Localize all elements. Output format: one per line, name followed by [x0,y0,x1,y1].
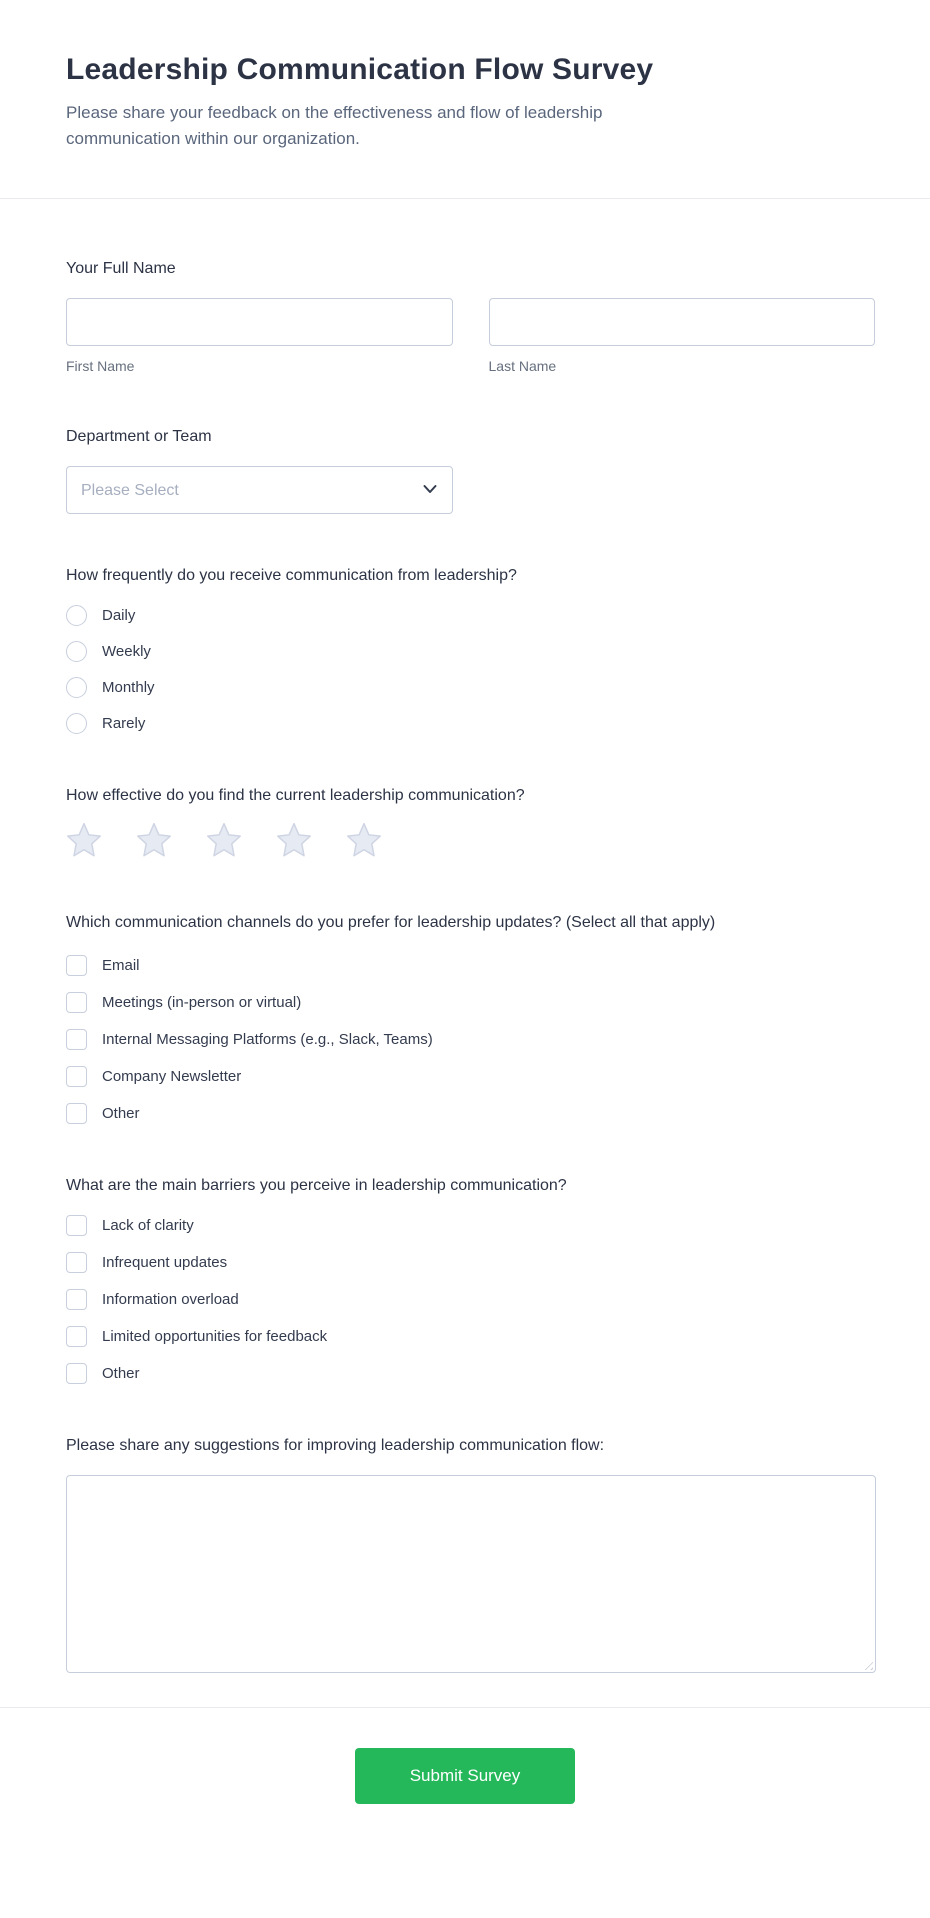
department-label: Department or Team [66,428,212,445]
question-effectiveness [66,786,875,859]
effectiveness-question: How effective do you find the current leadership communication? [66,787,525,804]
checkbox-option-lack-of-clarity[interactable]: Lack of clarity [66,1215,194,1236]
last-name-col [489,298,876,375]
checkbox-option-company-newsletter[interactable]: Company Newsletter [66,1066,241,1087]
frequency-question: How frequently do you receive communication from leadership? [66,567,517,584]
radio-button[interactable] [66,605,87,626]
star-rating [66,823,875,859]
star-icon-1[interactable] [66,823,102,859]
submit-button[interactable]: Submit Survey [355,1748,575,1804]
department-select[interactable] [66,466,453,514]
last-name-input[interactable] [489,298,876,346]
checkbox[interactable] [66,1289,87,1310]
checkbox-option-meetings[interactable]: Meetings (in-person or virtual) [66,992,301,1013]
radio-option-weekly[interactable]: Weekly [66,641,151,662]
question-channels [66,911,875,1124]
checkbox-option-channels-other[interactable]: Other [66,1103,140,1124]
checkbox[interactable] [66,1029,87,1050]
checkbox[interactable] [66,1215,87,1236]
checkbox-option-internal-messaging[interactable]: Internal Messaging Platforms (e.g., Slack, Teams) [66,1029,433,1050]
full-name-label: Your Full Name [66,260,176,277]
checkbox[interactable] [66,1363,87,1384]
suggestions-textarea[interactable] [66,1475,876,1673]
first-name-col [66,298,453,375]
question-frequency [66,566,875,734]
star-icon-2[interactable] [136,823,172,859]
radio-option-monthly[interactable]: Monthly [66,677,155,698]
name-row [66,298,875,375]
star-icon-4[interactable] [276,823,312,859]
form-header [0,0,930,199]
star-icon-5[interactable] [346,823,382,859]
barriers-options [66,1215,875,1384]
radio-button[interactable] [66,713,87,734]
page-title: Leadership Communication Flow Survey [66,53,654,86]
last-name-sublabel: Last Name [488,358,557,374]
frequency-options [66,605,875,734]
suggestions-textarea-wrap [66,1475,876,1673]
question-full-name [66,259,875,375]
department-select-wrap [66,466,453,514]
radio-option-daily[interactable]: Daily [66,605,135,626]
barriers-question: What are the main barriers you perceive in leadership communication? [66,1177,567,1194]
radio-button[interactable] [66,641,87,662]
checkbox[interactable] [66,955,87,976]
checkbox[interactable] [66,1103,87,1124]
checkbox-option-information-overload[interactable]: Information overload [66,1289,239,1310]
star-icon-3[interactable] [206,823,242,859]
checkbox[interactable] [66,1252,87,1273]
radio-option-rarely[interactable]: Rarely [66,713,145,734]
checkbox-option-infrequent-updates[interactable]: Infrequent updates [66,1252,227,1273]
radio-button[interactable] [66,677,87,698]
page-subtitle: Please share your feedback on the effectiveness and flow of leadership communication within our organization. [66,103,603,148]
form-body [0,199,930,1673]
checkbox-option-email[interactable]: Email [66,955,140,976]
checkbox[interactable] [66,992,87,1013]
checkbox[interactable] [66,1066,87,1087]
form-footer [0,1707,930,1863]
channels-question: Which communication channels do you prefer for leadership updates? (Select all that apply) [66,914,716,931]
checkbox-option-limited-feedback[interactable]: Limited opportunities for feedback [66,1326,327,1347]
first-name-input[interactable] [66,298,453,346]
question-barriers [66,1176,875,1384]
checkbox[interactable] [66,1326,87,1347]
question-suggestions [66,1436,875,1673]
suggestions-label: Please share any suggestions for improving leadership communication flow: [66,1437,605,1454]
channels-options [66,955,875,1124]
checkbox-option-barriers-other[interactable]: Other [66,1363,140,1384]
question-department [66,427,875,514]
first-name-sublabel: First Name [66,358,135,374]
